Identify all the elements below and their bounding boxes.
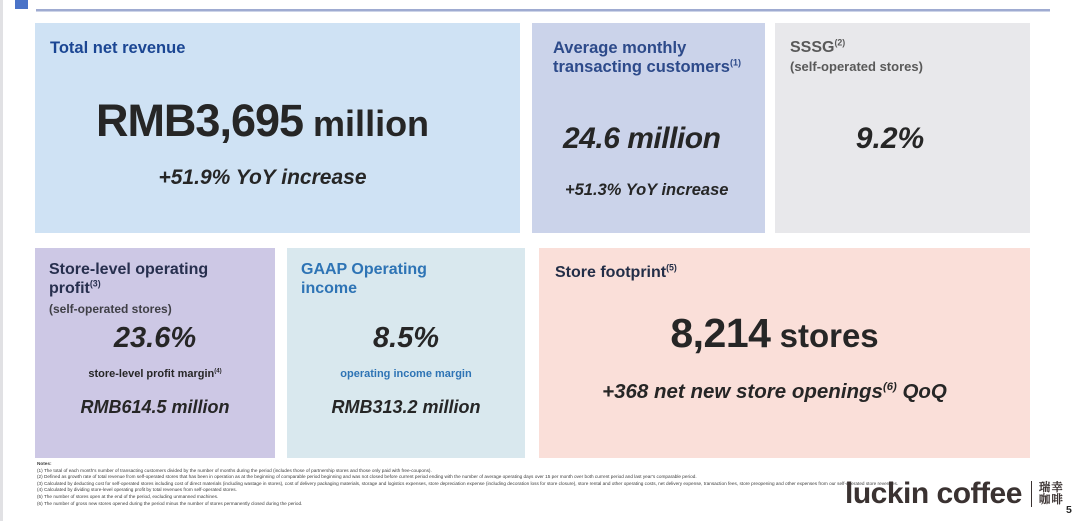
metric-value-label: operating income margin [340, 368, 472, 380]
logo-wordmark: luckin coffee [845, 477, 1022, 510]
footnote-marker: (5) [666, 262, 677, 273]
footnote-item: (5) The number of stores open at the end of the period, excluding unmanned machines. [37, 493, 219, 499]
logo-divider [1031, 481, 1032, 507]
header-divider-line [36, 9, 1050, 12]
card-transacting-customers [532, 23, 765, 233]
footnote-item: (2) Defined as growth rate of total revenue from self-operated stores that has been in operation as at the beginning of comparable period beginning and was not closed before current period ending with the number of average operating days over 15 per month over both current period and last year's comparable period. [37, 474, 697, 480]
metric-value: 23.6% [113, 322, 197, 354]
metric-value-label: store-level profit margin$^{(4)}$ [88, 368, 222, 380]
footnote-marker: (4) [214, 368, 222, 375]
metric-change: +51.9% YoY increase [158, 166, 367, 189]
metric-value: 24.6 million [563, 122, 721, 155]
card-title: Average monthly transacting customers$^{(1)}$ [553, 39, 742, 77]
card-title: Total net revenue [50, 39, 186, 57]
metric-value-number: 8,214 [670, 310, 771, 356]
metric-value-number: RMB3,695 [95, 95, 304, 146]
metric-change: +51.3% YoY increase [565, 181, 729, 199]
metric-value [539, 310, 1010, 357]
footnote-marker: (3) [89, 278, 101, 289]
metric-value: 8.5% [372, 322, 440, 354]
card-subtitle: (self-operated stores) [49, 302, 172, 316]
metric-amount: RMB614.5 million [80, 397, 230, 417]
footnote-item: (1) The total of each month's number of transacting customers divided by the number of months during the period (includes those of partnership stores and those only paid with free-coupons). [37, 467, 432, 473]
card-title: GAAP Operating income [301, 261, 427, 297]
footnote-marker: (1) [729, 57, 742, 68]
metric-amount: RMB313.2 million [331, 397, 481, 417]
metric-value-unit: million [303, 103, 430, 144]
card-subtitle: (self-operated stores) [790, 59, 923, 74]
metric-value-unit: stores [770, 317, 879, 354]
card-sssg [775, 23, 1030, 233]
logo-chinese-text: 瑞幸 咖啡 [1038, 481, 1064, 506]
luckin-coffee-logo [845, 477, 1064, 511]
metric-value: 9.2% [855, 122, 925, 155]
page-number: 5 [1066, 504, 1072, 516]
card-title: Store-level operating profit$^{(3)}$ [49, 261, 209, 297]
footnotes-label: Notes: [37, 461, 52, 466]
footnote-item: (3) Calculated by deducting cost for self-operated stores including cost of direct materials (including wastage in stores), cost of delivery packaging materials, storage and logistics expenses, store depreciation expense (including decoration loss for store closure), store rental and other operating costs, net delivery expense, transaction fees, store preopening and other expenses from our self-operated store revenues. [37, 480, 899, 486]
card-title: SSSG$^{(2)}$ [790, 37, 846, 56]
slide-accent-square [15, 0, 28, 9]
metric-value [35, 95, 490, 147]
footnote-marker: (6) [882, 381, 897, 394]
card-store-footprint [539, 248, 1030, 458]
card-gaap-operating-income [287, 248, 525, 458]
metric-change: +368 net new store openings$^{(6)}$ QoQ [602, 380, 947, 403]
footnote-item: (4) Calculated by dividing store-level operating profit by total revenues from self-operated stores. [37, 487, 237, 493]
card-total-net-revenue [35, 23, 520, 233]
card-store-level-profit [35, 248, 275, 458]
card-title: Store footprint$^{(5)}$ [555, 262, 677, 281]
page-edge-strip [0, 0, 3, 521]
footnote-marker: (2) [834, 37, 846, 48]
footnote-item: (6) The number of gross new stores opened during the period minus the number of stores permanently closed during the period. [37, 500, 303, 506]
